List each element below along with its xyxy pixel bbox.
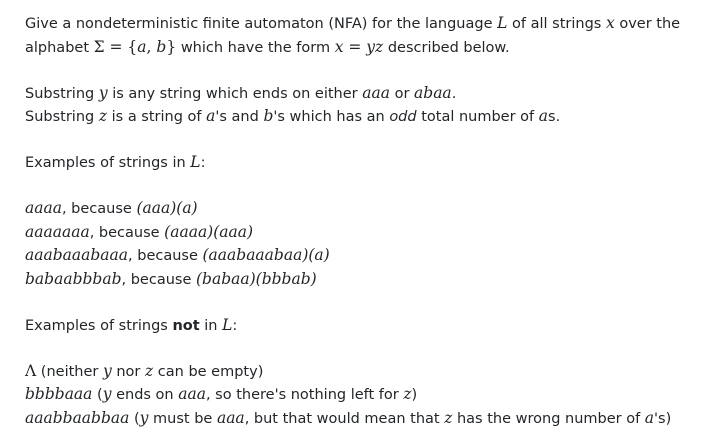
math-L: L: [190, 153, 201, 171]
text: , because: [128, 248, 203, 264]
example-in-item: [25, 244, 695, 268]
text: ends on: [111, 387, 179, 403]
text: is a string of: [107, 109, 207, 125]
emphasis-not: not: [172, 317, 200, 334]
text: in: [199, 317, 223, 334]
math-y: y: [102, 385, 112, 403]
math-aaa: aaa: [178, 385, 206, 403]
intro-text: Give a nondeterministic finite automaton (NFA) for the language: [25, 16, 498, 32]
math-brace: }: [166, 37, 177, 56]
math-aaa: aaa: [362, 83, 390, 102]
substring-y-line: [25, 82, 695, 106]
examples-in-heading: [25, 151, 695, 175]
text: has the wrong number of: [452, 410, 645, 427]
example-in-item: [25, 268, 695, 292]
text: , so there's nothing left for: [205, 387, 404, 403]
example-in-item: [25, 197, 695, 221]
text: , but that would mean that: [244, 410, 445, 427]
text: .: [451, 85, 457, 102]
math-L: L: [222, 315, 233, 334]
emphasis-odd: odd: [389, 109, 417, 125]
example-string: babaabbbab: [25, 269, 122, 288]
math-a: a: [538, 107, 549, 125]
text: , because: [121, 271, 196, 288]
example-string: aaabaaabaaa: [25, 246, 129, 264]
math-z: z: [403, 385, 412, 403]
math-comma: ,: [146, 37, 157, 56]
text: 's and: [215, 109, 264, 125]
substring-z-line: [25, 105, 695, 129]
intro-text: of all strings: [507, 16, 606, 32]
math-z: z: [98, 107, 108, 125]
math-b: b: [156, 37, 167, 56]
text: 's which has an: [273, 109, 390, 125]
text: , because: [61, 201, 137, 217]
intro-text: described below.: [383, 39, 510, 56]
example-split: (aaaa)(aaa): [164, 222, 254, 241]
text: is any string which ends on either: [107, 85, 363, 102]
math-z: z: [145, 361, 154, 380]
math-a: a: [644, 408, 655, 427]
math-b: b: [263, 107, 274, 125]
math-x: x: [605, 14, 615, 32]
example-split: (aaabaaabaa)(a): [202, 246, 330, 264]
text: :: [200, 155, 206, 171]
text: or: [389, 85, 415, 102]
math-abaa: abaa: [414, 83, 452, 102]
text: , because: [89, 224, 165, 241]
text: :: [232, 317, 238, 334]
math-equals: =: [343, 37, 367, 56]
math-a: a: [206, 107, 216, 125]
intro-paragraph: [25, 12, 695, 59]
example-not-in-item: [25, 383, 695, 407]
text: Examples of strings: [25, 317, 173, 334]
math-yz: yz: [366, 37, 384, 56]
example-in-item: [25, 221, 695, 245]
text: Substring: [25, 85, 99, 102]
example-split: (babaa)(bbbab): [195, 269, 317, 288]
text: (: [92, 387, 103, 403]
math-y: y: [102, 361, 112, 380]
math-x: x: [334, 37, 344, 56]
text: s.: [548, 109, 561, 125]
text: ): [411, 387, 418, 403]
math-a: a: [137, 37, 147, 56]
math-alphabet: Σ = {: [93, 37, 138, 56]
text: can be empty): [153, 363, 264, 380]
example-string: bbbbaaa: [25, 385, 93, 403]
text: Substring: [25, 109, 99, 125]
text: must be: [148, 410, 217, 427]
math-z: z: [444, 408, 453, 427]
example-string: aaaaaaa: [25, 222, 90, 241]
example-split: (aaa)(a): [136, 199, 198, 217]
example-not-in-item: [25, 407, 695, 431]
math-aaa: aaa: [216, 408, 245, 427]
example-not-in-item: [25, 360, 695, 384]
text: (: [129, 410, 140, 427]
intro-text: which have the form: [176, 39, 335, 56]
example-string: aaabbaabbaa: [25, 408, 130, 427]
example-string: Λ: [25, 361, 37, 380]
text: (neither: [36, 363, 103, 380]
math-y: y: [98, 83, 108, 102]
example-string: aaaa: [25, 199, 62, 217]
text: 's): [654, 410, 672, 427]
text: Examples of strings in: [25, 155, 191, 171]
math-y: y: [139, 408, 149, 427]
text: nor: [111, 363, 145, 380]
math-L: L: [497, 14, 508, 32]
examples-not-in-heading: [25, 314, 695, 338]
text: total number of: [416, 109, 539, 125]
intro-text: over the alphabet: [25, 16, 681, 56]
